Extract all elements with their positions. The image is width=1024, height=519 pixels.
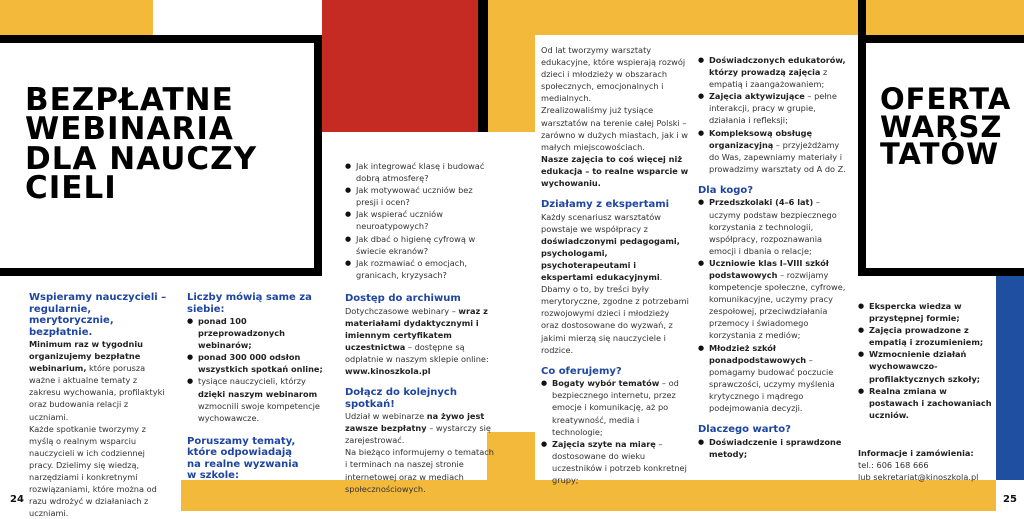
title-line: WARSZ [880,109,1003,144]
red-block [322,0,478,132]
body-text: wzmocnili swoje kompetencje wychowawcze. [198,400,320,423]
section-heading: Co oferujemy? [541,365,622,377]
list-item: ● Jak rozmawiać o emocjach, granicach, kryzysach? [345,257,495,281]
list-item: ● Zajęcia prowadzone z empatią i zrozumieniem; [858,324,993,348]
section-heading: Liczby mówią same za siebie: [187,292,312,315]
section-heading: Dla kogo? [698,184,754,196]
section-heading: Działamy z ekspertami [541,199,670,211]
page-number-right: 25 [1003,494,1017,505]
list-item: ● Jak wspierać uczniów neuroatypowych? [345,208,495,232]
yellow-block-top-left [0,0,153,35]
list-item [541,438,689,486]
numbers-list [187,315,327,424]
bold-text: ponad 300 000 odsłon wszystkich spotkań online; [198,352,323,375]
list-item [698,54,848,90]
title-line: OFERTA [880,82,1012,116]
list-item [698,257,848,342]
yellow-block-left-strip [488,35,535,132]
list-item: ● Jak dbać o higienę cyfrową w świecie ekranów? [345,233,495,257]
list-item [698,196,848,256]
section-heading: Wspieramy nauczycieli – regularnie, merytorycznie, bezpłatnie. [29,292,167,338]
body-text: – pomagamy budować poczucie sprawczości, uczymy myślenia krytycznego i mądrego podejmowania decyzji. [709,354,835,414]
bold-text: Nasze zajęcia to coś więcej niż edukacja – to realne wsparcie w wychowaniu. [541,153,689,189]
list-item: ● Doświadczenie i sprawdzone metody; [698,436,848,460]
bold-text: wraz z materiałami dydaktycznymi i imiennym certyfikatem uczestnictwa [345,305,488,352]
shop-link[interactable]: www.kinoszkola.pl [345,365,431,376]
why-continued-section [858,300,993,483]
list-item: ● Realna zmiana w postawach i zachowaniach uczniów. [858,385,993,421]
left-page-title [25,82,258,207]
body-text: z empatią i zaangażowaniem; [709,67,828,90]
body-text: – dostępne są odpłatnie w naszym sklepie online: [345,341,489,364]
list-item [187,375,327,423]
black-vertical-bar-right [858,0,866,35]
body-text: które porusza ważne i aktualne tematy z zakresu wychowania, profilaktyki oraz budowania relacji z uczniami. [29,363,165,422]
why-list [698,436,848,460]
topics-list [345,160,495,281]
audience-list [698,196,848,414]
title-line: DLA NAUCZY [25,140,258,177]
list-item [698,90,848,126]
list-item: ● Jak motywować uczniów bez presji i ocen? [345,184,495,208]
archive-section [345,293,495,495]
bold-text: Minimum raz w tygodniu organizujemy bezpłatne webinarium, [29,339,143,374]
list-item: ● Ekspercka wiedza w przystępnej formie; [858,300,993,324]
contact-heading: Informacje i zamówienia: [858,447,974,458]
body-text: Każdy scenariusz warsztatów powstaje we współpracy z [541,211,661,234]
bold-text: Kompleksową obsługę organizacyjną [709,127,813,150]
body-text: Każde spotkanie tworzymy z myślą o realnym wsparciu nauczycieli w ich codziennej pracy. Dzielimy się wiedzą, narzędziami i konkretnymi rozwiązaniami, które można od razu wdrożyć w działaniach z uczniami. [29,423,157,519]
bold-text: Przedszkolaki (4–6 lat) [709,197,814,208]
list-item: ● Wzmocnienie działań wychowawczo-profilaktycznych szkoły; [858,348,993,384]
right-page-title [880,82,1012,172]
section-heading: Poruszamy tematy, które odpowiadają na realne wyzwania w szkole: [187,435,299,482]
body-text: – uczymy podstaw bezpiecznego korzystania z technologii, współpracy, rozpoznawania emocji i dbania o relacje; [709,197,837,256]
bold-text: doświadczonymi pedagogami, psychologami, psychoterapeutami i ekspertami edukacyjnymi [541,235,680,283]
bold-text: Zajęcia szyte na miarę [552,438,656,449]
page-number-left: 24 [10,494,24,505]
webinar-intro-section [29,292,169,519]
body-text: Dotychczasowe webinary – [345,305,459,316]
body-text: – wystarczy się zarejestrować. [345,423,491,446]
title-line: TATÓW [880,137,1000,172]
section-heading: Dlaczego warto? [698,424,791,436]
list-item [541,377,689,437]
workshop-intro-section [541,44,689,486]
bold-text: dzięki naszym webinarom [198,388,318,399]
body-text: Na bieżąco informujemy o tematach i terminach na naszej stronie internetowej oraz w mediach społecznościowych. [345,447,494,494]
yellow-block-top-right [866,0,1024,35]
bold-text: ponad 100 przeprowadzonych webinarów; [198,316,285,351]
contact-phone[interactable]: tel.: 606 168 666 [858,460,929,471]
list-item [698,127,848,175]
why-list-continued [858,300,993,421]
body-text: Udział w webinarze [345,411,427,422]
body-text: tysiące nauczycieli, którzy [198,376,306,387]
bold-text: Bogaty wybór tematów [552,378,660,389]
bold-text: Uczniowie klas I–VIII szkół podstawowych [709,257,829,280]
bold-text: Zajęcia aktywizujące [709,91,805,102]
body-text: – od bezpiecznego internetu, przez emocje i komunikację, aż po kreatywność, media i technologie; [552,378,679,437]
offer-continued-section [698,54,848,460]
title-line: BEZPŁATNE [25,82,234,118]
list-item [187,351,327,375]
body-text: – pełne interakcji, pracy w grupie, działania i refleksji; [709,91,837,126]
offer-list [541,377,689,486]
blue-block [996,275,1024,480]
offer-list-continued [698,54,848,175]
body-text: . Dbamy o to, by treści były merytoryczne, zgodne z potrzebami rozwojowymi dzieci i młodzieży oraz dostosowane do wyzwań, z jakimi mierzą się nauczyciele i rodzice. [541,272,689,355]
section-heading: Dołącz do kolejnych spotkań! [345,387,457,410]
contact-email[interactable]: lub sekretariat@kinoszkola.pl [858,472,979,483]
list-item [187,315,327,351]
section-heading: Dostęp do archiwum [345,293,461,304]
title-line: CIELI [25,170,117,207]
yellow-block-top-center [488,0,860,35]
list-item: ● Jak integrować klasę i budować dobrą atmosferę? [345,160,495,184]
bold-text: na żywo jest zawsze bezpłatny [345,411,485,434]
body-text: – rozwijamy kompetencje społeczne, cyfrowe, komunikacyjne, uczymy pracy zespołowej, przeciwdziałania przemocy i świadomego korzystania z mediów; [709,270,846,341]
bold-text: Młodzież szkół ponadpodstawowych [709,342,807,365]
topics-section [345,160,495,281]
body-text: Od lat tworzymy warsztaty edukacyjne, które wspierają rozwój dzieci i młodzieży w obszarach społecznych, emocjonalnych i medialnych. [541,45,686,104]
bold-text: Doświadczonych edukatorów, którzy prowadzą zajęcia [709,55,846,78]
body-text: – przyjeżdżamy do Was, zapewniamy materiały i prowadzimy warsztaty od A do Z. [709,139,846,174]
title-line: WEBINARIA [25,111,234,148]
numbers-section [187,292,327,482]
black-vertical-bar [478,0,488,132]
body-text: – dostosowane do wieku uczestników i potrzeb konkretnej grupy; [552,438,687,485]
body-text: Zrealizowaliśmy już tysiące warsztatów na terenie całej Polski – zarówno w dużych miastach, jak i w małych miejscowościach. [541,105,688,152]
list-item [698,342,848,415]
